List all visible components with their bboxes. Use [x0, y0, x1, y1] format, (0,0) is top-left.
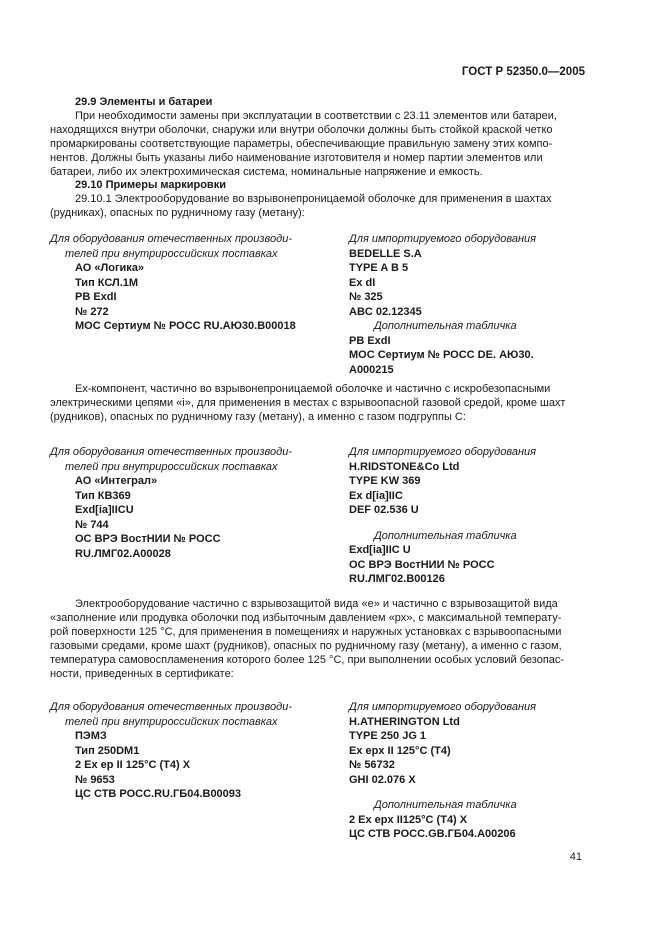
paragraph-2 — [50, 382, 586, 424]
text-line: температура самовоспламенения которого более 125 °С, при выполнении особых условий безопас- — [50, 654, 565, 666]
marking-line: ОС ВРЭ ВостНИИ № РОСС — [75, 533, 221, 545]
import-caption: Для импортируемого оборудования — [349, 446, 537, 458]
page-number: 41 — [569, 851, 582, 863]
marking-line: ОС ВРЭ ВостНИИ № РОСС — [349, 558, 495, 571]
marking-line: TYPE 250 JG 1 — [349, 730, 427, 742]
section-29-10-heading: 29.10 Примеры маркировки — [75, 179, 226, 191]
marking-line: A000215 — [349, 363, 394, 376]
marking-line: Ex d[ia]IIC — [349, 489, 403, 502]
example3-domestic — [50, 700, 292, 802]
marking-line: PB ExdI — [349, 334, 391, 347]
text-line: (рудников), опасных по рудничному газу (метану), а именно с газом подгруппы С: — [50, 411, 466, 423]
extra-plate-caption: Дополнительная табличка — [374, 529, 517, 542]
marking-line: МОС Сертиум № РОСС RU.АЮ30.В00018 — [75, 320, 296, 332]
marking-line: № 744 — [75, 518, 109, 531]
text-line: 29.10.1 Электрооборудование во взрывонепроницаемой оболочке для применения в шахтах — [75, 193, 552, 205]
section-29-9-heading: 29.9 Элементы и батареи — [75, 96, 213, 108]
marking-line: TYPE KW 369 — [349, 475, 421, 487]
marking-line: 2 Ex ep II 125°C (T4) X — [75, 759, 191, 771]
marking-line: 2 Ex epx II125°C (T4) X — [349, 813, 468, 826]
marking-line: H.RIDSTONE&Co Ltd — [349, 460, 460, 473]
marking-line: TYPE A B 5 — [349, 262, 409, 274]
text-line: находящихся внутри оболочки, снаружи или внутри оболочки должны быть стойкой краской четко — [50, 124, 553, 136]
text-line: батареи, либо их электрохимическая система, номинальные напряжение и емкость. — [50, 166, 483, 178]
marking-line: АО «Интеграл» — [75, 475, 158, 487]
marking-line: ЦС СТВ РОСС.RU.ГБ04.В00093 — [75, 788, 242, 800]
domestic-caption: Для оборудования отечественных производи- — [50, 233, 292, 245]
section-29-10-intro — [50, 192, 586, 220]
text-line: промаркированы соответствующие параметры, обеспечивающие правильную замену этих компо- — [50, 138, 553, 150]
marking-line: Тип 250DM1 — [75, 744, 140, 757]
marking-line: № 9653 — [75, 773, 115, 786]
domestic-caption: телей при внутрироссийских поставках — [65, 247, 278, 260]
marking-line: RU.ЛМГ02.В00126 — [349, 573, 445, 585]
text-line: Ех-компонент, частично во взрывонепроницаемой оболочке и частично с искробезопасными — [75, 383, 551, 395]
marking-line: BEDELLE S.A — [349, 247, 422, 260]
marking-line: GHI 02.076 X — [349, 773, 416, 786]
text-line: нентов. Должны быть указаны либо наименование изготовителя и номер партии элементов или — [50, 152, 543, 164]
marking-line: ABC 02.12345 — [349, 305, 422, 318]
example2-import — [349, 445, 536, 587]
text-line: рой поверхности 125 °С, для применения в помещениях и наружных установках с взрывоопасными — [50, 626, 562, 638]
marking-line: МОС Сертиум № РОСС DE. АЮ30. — [349, 349, 534, 361]
standard-number: ГОСТ Р 52350.0—2005 — [461, 66, 585, 78]
example3-import — [349, 700, 536, 842]
text-line: При необходимости замены при эксплуатации в соответствии с 23.11 элементов или батареи, — [75, 110, 557, 122]
marking-line: DEF 02.536 U — [349, 504, 419, 516]
marking-line: Ex dI — [349, 276, 376, 289]
marking-line: PB ExdI — [75, 291, 117, 303]
extra-plate-caption: Дополнительная табличка — [374, 320, 517, 332]
example1-domestic — [50, 232, 296, 334]
text-line: газовыми средами, кроме шахт (рудников), опасных по рудничному газу (метану), а именно с газом, — [50, 640, 562, 652]
paragraph-3 — [50, 597, 586, 681]
domestic-caption: Для оборудования отечественных производи- — [50, 701, 292, 713]
text-line: (рудниках), опасных по рудничному газу (метану): — [50, 207, 305, 219]
text-line: ности, приведенных в сертификате: — [50, 668, 234, 680]
marking-line: ЦС СТВ РОСС.GB.ГБ04.А00206 — [349, 828, 516, 840]
marking-line: H.ATHERINGTON Ltd — [349, 715, 460, 728]
marking-line: № 272 — [75, 305, 109, 318]
marking-line: Exd[ia]IICU — [75, 504, 134, 516]
marking-line: АО «Логика» — [75, 262, 145, 274]
import-caption: Для импортируемого оборудования — [349, 701, 537, 713]
domestic-caption: телей при внутрироссийских поставках — [65, 460, 278, 473]
marking-line: № 56732 — [349, 759, 395, 771]
extra-plate-caption: Дополнительная табличка — [374, 799, 517, 811]
domestic-caption: Для оборудования отечественных производи- — [50, 446, 292, 458]
section-29-9-text — [50, 109, 586, 179]
example2-domestic — [50, 445, 292, 561]
marking-line: ПЭМЗ — [75, 730, 107, 742]
text-line: Электрооборудование частично с взрывозащитой вида «е» и частично с взрывозащитой вида — [75, 598, 558, 610]
marking-line: Тип КВ369 — [75, 489, 131, 502]
import-caption: Для импортируемого оборудования — [349, 233, 537, 245]
marking-line: № 325 — [349, 291, 383, 303]
marking-line: Exd[ia]IIC U — [349, 544, 411, 556]
marking-line: Ex epx II 125°C (T4) — [349, 744, 451, 757]
marking-line: RU.ЛМГ02.А00028 — [75, 547, 171, 560]
text-line: «заполнение или продувка оболочки под избыточным давлением «рх», с максимальной температу- — [50, 612, 562, 624]
text-line: электрическими цепями «i», для применения в местах с взрывоопасной газовой средой, кроме шахт — [50, 397, 566, 409]
marking-line: Тип КСЛ.1М — [75, 276, 139, 289]
domestic-caption: телей при внутрироссийских поставках — [65, 715, 278, 728]
example1-import — [349, 232, 536, 377]
